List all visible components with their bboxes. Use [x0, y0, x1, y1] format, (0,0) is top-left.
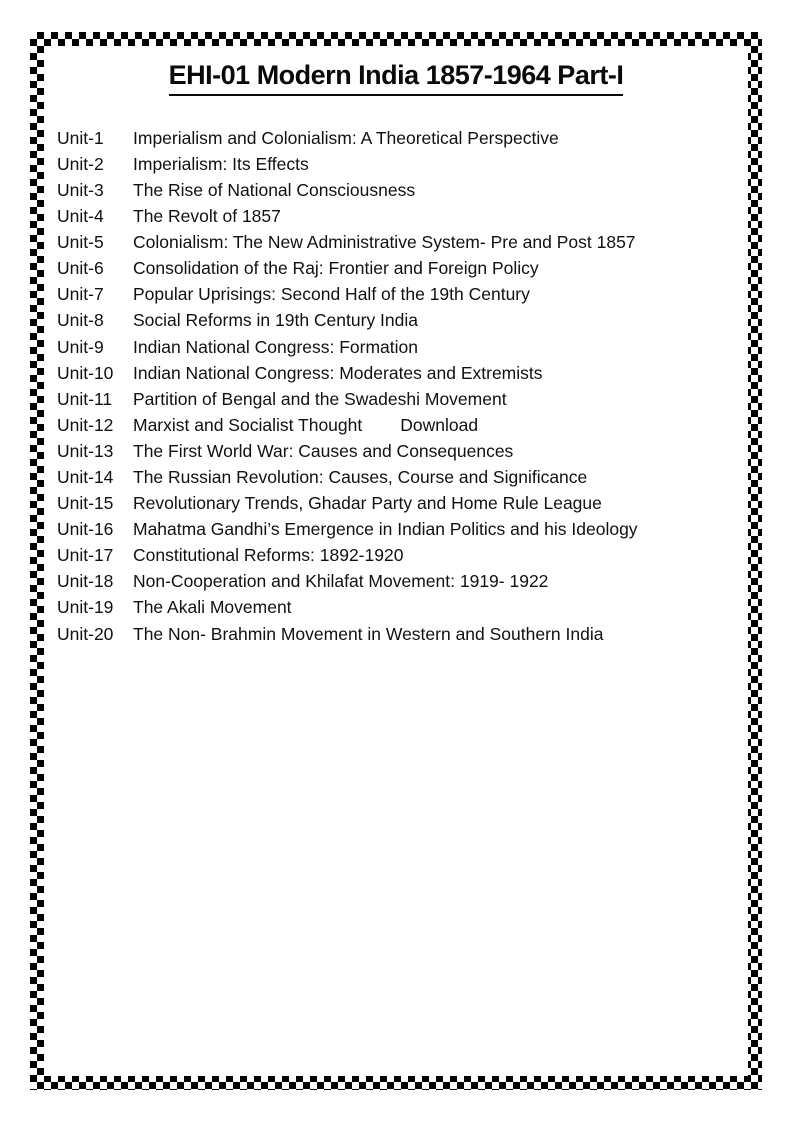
unit-label: Unit-8	[57, 310, 104, 331]
unit-title: The Russian Revolution: Causes, Course and Significance	[133, 466, 588, 487]
unit-row	[57, 334, 738, 360]
unit-title: Non-Cooperation and Khilafat Movement: 1919- 1922	[133, 571, 549, 592]
unit-label: Unit-2	[57, 153, 104, 174]
unit-title: The Non- Brahmin Movement in Western and Southern India	[133, 623, 604, 644]
unit-label: Unit-10	[57, 362, 114, 383]
unit-title: Indian National Congress: Moderates and Extremists	[133, 362, 543, 383]
unit-label: Unit-14	[57, 466, 114, 487]
unit-row	[57, 125, 738, 151]
unit-row	[57, 229, 738, 255]
download-link[interactable]: Download	[400, 414, 479, 435]
page-title: EHI-01 Modern India 1857-1964 Part-I	[169, 59, 624, 96]
unit-row	[57, 386, 738, 412]
unit-row	[57, 568, 738, 594]
unit-row	[57, 255, 738, 281]
unit-row	[57, 621, 738, 647]
unit-label: Unit-18	[57, 571, 114, 592]
unit-label: Unit-13	[57, 440, 114, 461]
unit-title: Consolidation of the Raj: Frontier and Foreign Policy	[133, 258, 539, 279]
unit-row	[57, 594, 738, 620]
unit-row	[57, 542, 738, 568]
checkerboard-border	[30, 32, 762, 1090]
unit-label: Unit-11	[57, 388, 113, 409]
unit-title: The Revolt of 1857	[133, 206, 281, 227]
unit-label: Unit-17	[57, 545, 114, 566]
unit-row	[57, 438, 738, 464]
unit-row	[57, 516, 738, 542]
unit-label: Unit-20	[57, 623, 114, 644]
unit-row	[57, 412, 738, 438]
unit-label: Unit-19	[57, 597, 114, 618]
unit-title: Imperialism: Its Effects	[133, 153, 309, 174]
unit-title: Mahatma Gandhi’s Emergence in Indian Politics and his Ideology	[133, 519, 638, 540]
unit-title: Partition of Bengal and the Swadeshi Movement	[133, 388, 507, 409]
unit-label: Unit-6	[57, 258, 104, 279]
unit-label: Unit-3	[57, 179, 104, 200]
unit-label: Unit-7	[57, 284, 104, 305]
unit-title: Revolutionary Trends, Ghadar Party and Home Rule League	[133, 493, 602, 514]
unit-row	[57, 464, 738, 490]
title-wrapper	[44, 59, 748, 96]
page-content-area	[44, 46, 748, 1076]
unit-title: The Rise of National Consciousness	[133, 179, 416, 200]
unit-row	[57, 177, 738, 203]
unit-label: Unit-9	[57, 336, 104, 357]
unit-row	[57, 203, 738, 229]
unit-title: Social Reforms in 19th Century India	[133, 310, 418, 331]
unit-row	[57, 307, 738, 333]
unit-title: Marxist and Socialist Thought	[133, 414, 363, 435]
unit-label: Unit-15	[57, 493, 114, 514]
unit-label: Unit-16	[57, 519, 114, 540]
unit-row	[57, 281, 738, 307]
unit-row	[57, 151, 738, 177]
unit-title: Popular Uprisings: Second Half of the 19th Century	[133, 284, 530, 305]
unit-label: Unit-5	[57, 232, 104, 253]
unit-title: Colonialism: The New Administrative System- Pre and Post 1857	[133, 232, 636, 253]
unit-label: Unit-1	[57, 127, 104, 148]
unit-title: The First World War: Causes and Consequences	[133, 440, 514, 461]
unit-title: Constitutional Reforms: 1892-1920	[133, 545, 404, 566]
unit-list	[44, 125, 748, 647]
unit-row	[57, 490, 738, 516]
unit-title: Imperialism and Colonialism: A Theoretical Perspective	[133, 127, 559, 148]
unit-label: Unit-4	[57, 206, 104, 227]
unit-title: Indian National Congress: Formation	[133, 336, 419, 357]
unit-row	[57, 360, 738, 386]
unit-label: Unit-12	[57, 414, 114, 435]
unit-title: The Akali Movement	[133, 597, 292, 618]
